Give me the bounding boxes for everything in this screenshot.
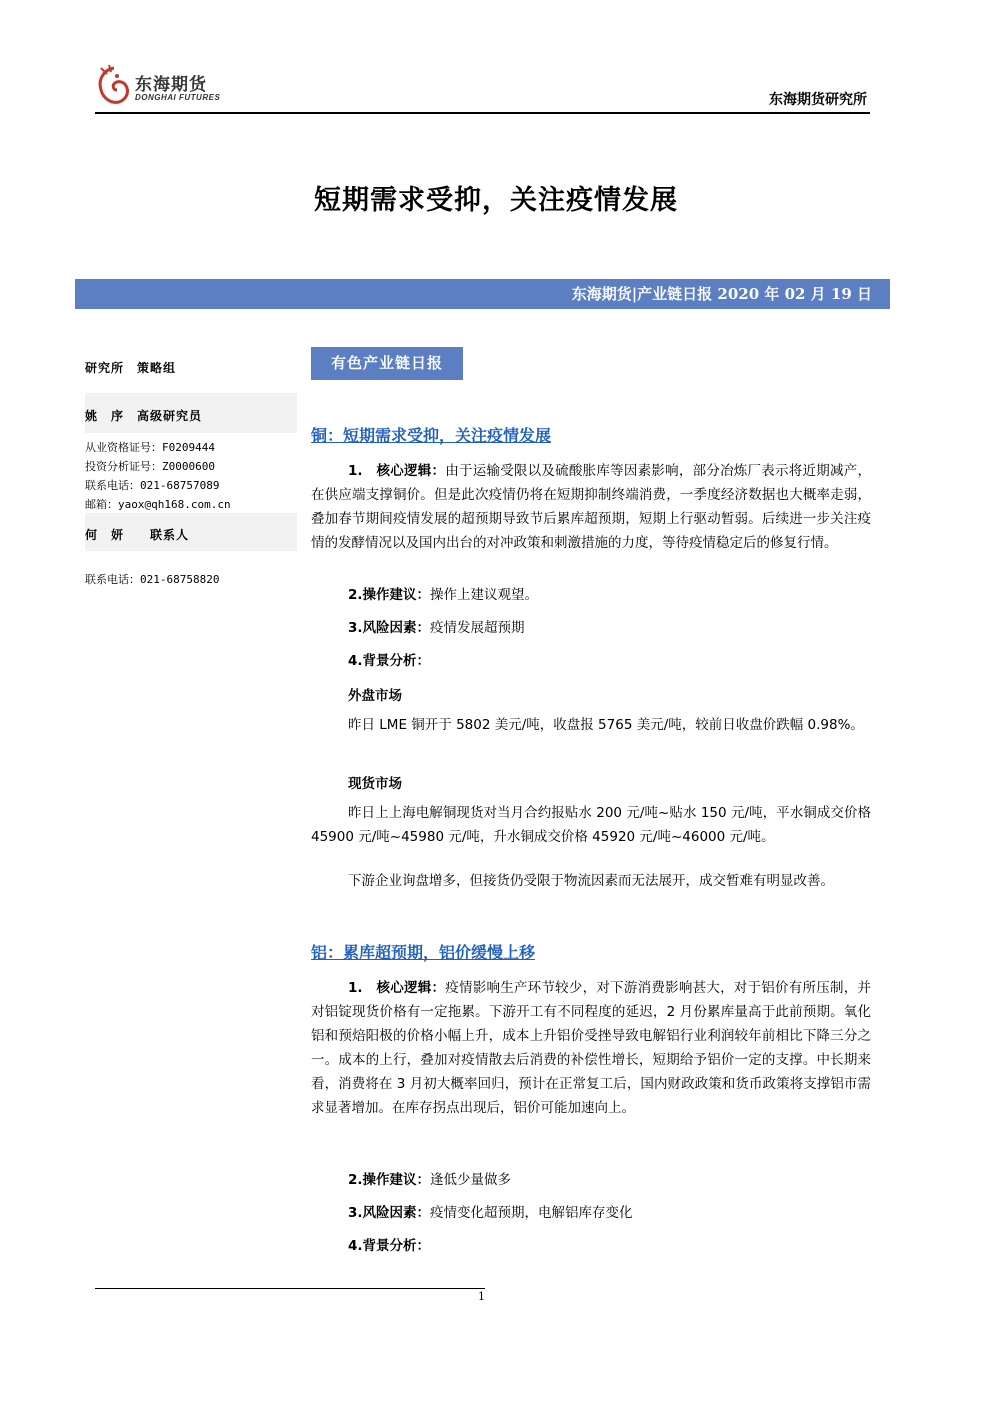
aluminum-bg-label: 4.背景分析： <box>348 1238 431 1254</box>
copper-risk <box>348 616 525 640</box>
analyst1-name: 姚 序 高级研究员 <box>85 409 203 423</box>
aluminum-risk-label: 3.风险因素： <box>348 1205 431 1221</box>
copper-risk-label: 3.风险因素： <box>348 620 431 636</box>
copper-spot-text1: 昨日上上海电解铜现货对当月合约报贴水 200 元/吨~贴水 150 元/吨，平水铜成交价格 45900 元/吨~45980 元/吨，升水铜成交价格 45920 元/吨~46000 元/吨。 <box>311 805 871 845</box>
analyst2-name: 何 妍 联系人 <box>85 528 190 542</box>
copper-operation <box>348 583 538 607</box>
copper-risk-text: 疫情发展超预期 <box>430 620 525 636</box>
copper-title: 铜：短期需求受抑，关注疫情发展 <box>311 426 552 445</box>
analyst2-phone: 联系电话：021-68758820 <box>85 573 220 586</box>
dragon-logo-icon <box>95 64 133 108</box>
copper-logic-label: 1. 核心逻辑： <box>348 463 446 479</box>
analyst1-invest-cert: 投资分析证号：Z0000600 <box>85 460 215 473</box>
logo-cn-text: 东海期货 <box>135 75 207 95</box>
analyst1-phone: 联系电话：021-68757089 <box>85 479 220 492</box>
report-title: 短期需求受抑，关注疫情发展 <box>314 185 678 216</box>
aluminum-risk-text: 疫情变化超预期，电解铝库存变化 <box>430 1205 633 1221</box>
copper-outer-title: 外盘市场 <box>348 688 402 704</box>
page-number: 1 <box>478 1290 485 1303</box>
copper-logic <box>311 459 871 555</box>
copper-spot-title: 现货市场 <box>348 776 402 792</box>
aluminum-operation <box>348 1168 511 1192</box>
analyst1-cert: 从业资格证号：F0209444 <box>85 441 215 454</box>
copper-op-label: 2.操作建议： <box>348 587 431 603</box>
aluminum-op-text: 逢低少量做多 <box>430 1172 512 1188</box>
aluminum-logic <box>311 976 871 1120</box>
section-tag: 有色产业链日报 <box>311 347 463 380</box>
aluminum-risk <box>348 1201 633 1225</box>
footer-divider <box>95 1288 485 1289</box>
copper-logic-text: 由于运输受限以及硫酸胀库等因素影响，部分冶炼厂表示将近期减产，在供应端支撑铜价。但是此次疫情仍将在短期抑制终端消费，一季度经济数据也大概率走弱，叠加春节期间疫情发展的超预期导致节后累库超预期，短期上行驱动暂弱。后续进一步关注疫情的发酵情况以及国内出台的对冲政策和刺激措施的力度，等待疫情稳定后的修复行情。 <box>311 463 871 551</box>
copper-bg-label: 4.背景分析： <box>348 653 431 669</box>
copper-spot-text2: 下游企业询盘增多，但接货仍受限于物流因素而无法展开，成交暂难有明显改善。 <box>348 873 834 889</box>
logo-en-text: DONGHAI FUTURES <box>135 93 221 102</box>
aluminum-logic-label: 1. 核心逻辑： <box>348 980 446 996</box>
aluminum-title: 铝：累库超预期，铝价缓慢上移 <box>311 943 536 962</box>
aluminum-logic-text: 疫情影响生产环节较少，对下游消费影响甚大，对于铝价有所压制，并对铝锭现货价格有一定拖累。下游开工有不同程度的延迟，2 月份累库量高于此前预期。氧化铝和预焙阳极的价格小幅上升，成本上升铝价受挫导致电解铝行业利润较年前相比下降三分之一。成本的上行，叠加对疫情散去后消费的补偿性增长，短期给予铝价一定的支撑。中长期来看，消费将在 3 月初大概率回归，预计在正常复工后，国内财政政策和货币政策将支撑铝市需求显著增加。在库存拐点出现后，铝价可能加速向上。 <box>311 980 871 1116</box>
analyst1-email[interactable]: 邮箱：yaox@qh168.com.cn <box>85 498 231 511</box>
aluminum-background <box>348 1234 430 1258</box>
header-institute: 东海期货研究所 <box>769 92 867 108</box>
header-divider <box>95 112 870 114</box>
report-banner: 东海期货|产业链日报 2020 年 02 月 19 日 <box>75 279 890 309</box>
aluminum-op-label: 2.操作建议： <box>348 1172 431 1188</box>
copper-outer-text: 昨日 LME 铜开于 5802 美元/吨，收盘报 5765 美元/吨，较前日收盘价跌幅 0.98%。 <box>348 717 864 733</box>
company-logo <box>95 64 235 110</box>
copper-background <box>348 649 430 673</box>
sidebar-dept: 研究所 策略组 <box>85 361 177 375</box>
copper-op-text: 操作上建议观望。 <box>430 587 539 603</box>
